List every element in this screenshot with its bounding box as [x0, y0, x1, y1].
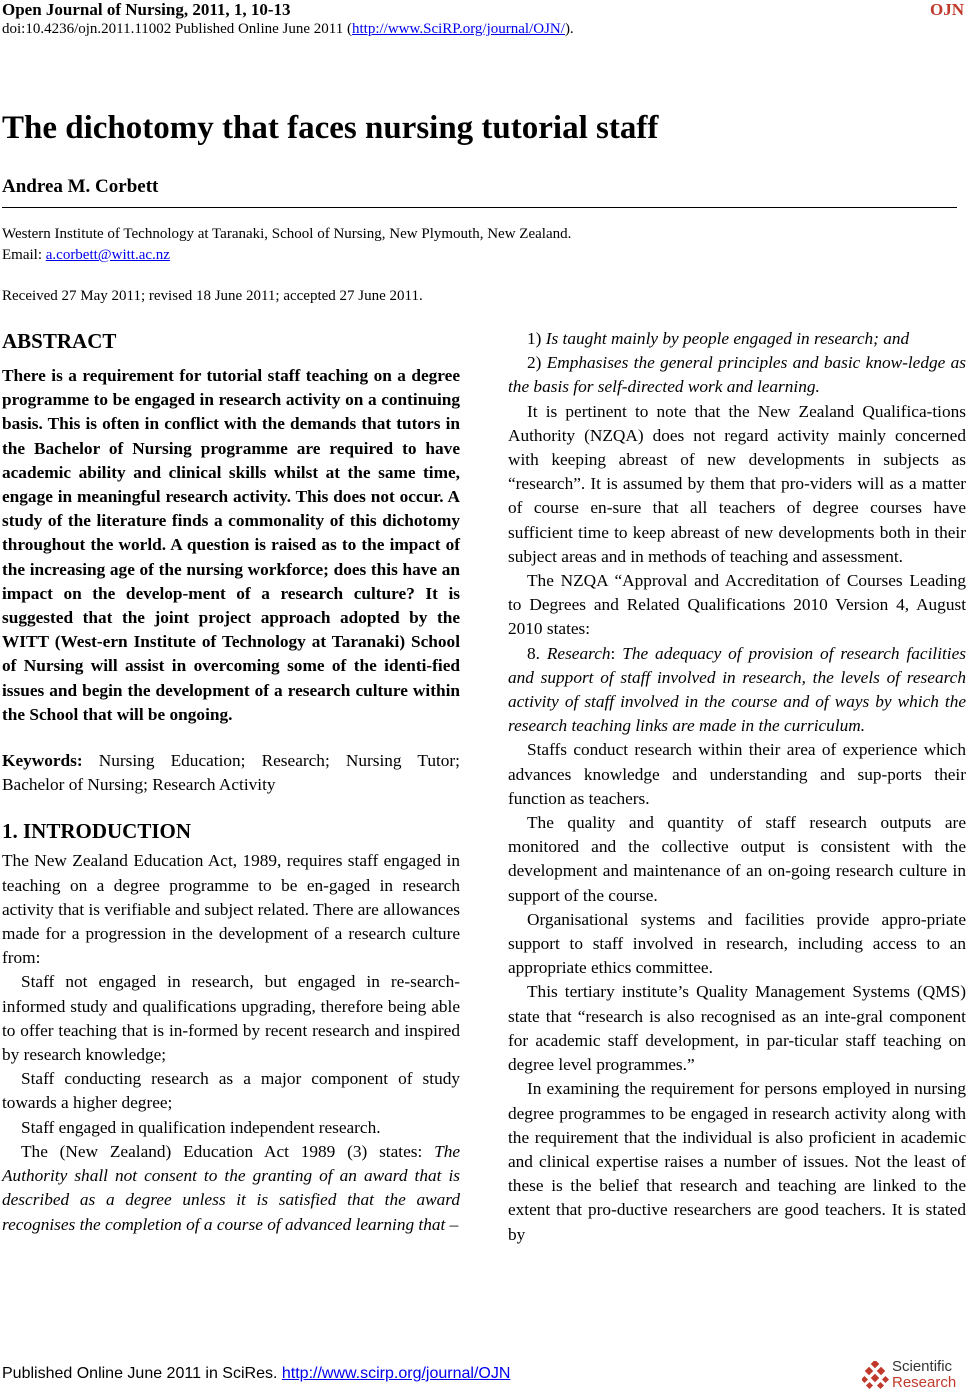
intro-paragraph-4: Staff engaged in qualification independent research.: [21, 1117, 381, 1137]
body-paragraph-1: It is pertinent to note that the New Zealand Qualifica-tions Authority (NZQA) does not regard activity mainly concerned with keeping abreast of new developments in subjects as “research”. It is assumed by them that pro-viders will as a matter of course en-sure that all teachers of degree courses have sufficient time to keep abreast of new developments both in their subject areas and in methods of teaching and assessment.: [508, 401, 966, 566]
doi-line: [2, 20, 574, 38]
body-paragraph-3: [508, 642, 966, 739]
intro-p5-italic: The Authority shall not consent to the granting of an award that is described as a degree unless it is satisfied that the award recognises the completion of a course of advanced learning that –: [2, 1141, 460, 1234]
logo-line-2: Research: [892, 1374, 957, 1391]
journal-citation: Open Journal of Nursing, 2011, 1, 10-13: [2, 0, 291, 19]
keywords-label: Keywords:: [2, 751, 83, 771]
scientific-research-logo: [862, 1359, 962, 1393]
title-divider: [2, 207, 957, 208]
logo-line-1: Scientific: [892, 1358, 953, 1375]
body-paragraph-7: This tertiary institute’s Quality Management Systems (QMS) state that “research is also recognised as an inte-gral component for academic staff development, in par-ticular staff teaching on degree level programmes.”: [508, 982, 966, 1075]
doi-suffix: ).: [564, 21, 574, 37]
footer-text: Published Online June 2011 in SciRes.: [2, 1365, 282, 1382]
journal-abbrev: OJN: [930, 0, 964, 19]
email-label: Email:: [2, 247, 46, 263]
list-item-1-text: Is taught mainly by people engaged in research; and: [545, 329, 910, 348]
intro-heading: 1. INTRODUCTION: [2, 819, 192, 844]
email-link[interactable]: a.corbett@witt.ac.nz: [45, 247, 170, 263]
intro-paragraph-1: The New Zealand Education Act, 1989, requires staff engaged in teaching on a degree programme to be en-gaged in research activity that is verifiable and subject related. There are allowances made for a progression in the development of a research culture from:: [2, 851, 460, 968]
intro-paragraph-5: [2, 1140, 460, 1237]
abstract-text: There is a requirement for tutorial staff teaching on a degree programme to be engaged in research activity on a continuing basis. This is often in conflict with the demands that tutors in the Bachelor of Nursing programme are required to have academic ability and clinical skills whilst at the same time, engage in meaningful research activity. This does not occur. A study of the literature finds a commonality of this dichotomy throughout the world. A question is raised as to the impact of the increasing age of the nursing workforce; does this have an impact on the develop-ment of a research culture? It is suggested that the joint project approach adopted by the WITT (West-ern Institute of Technology at Taranaki) School of Nursing will assist in overcoming some of the identi-fied issues and begin the development of a research culture within the School that will be ongoing.: [2, 366, 460, 724]
keywords: [2, 749, 460, 797]
logo-wordmark: [892, 1359, 956, 1391]
list-item-2: [508, 351, 966, 399]
list-item-1: [508, 327, 966, 351]
intro-paragraph-3: Staff conducting research as a major component of study towards a higher degree;: [2, 1069, 460, 1113]
doi-prefix: doi:10.4236/ojn.2011.11002 Published Online June 2011 (: [2, 21, 352, 37]
abstract-heading: ABSTRACT: [2, 329, 117, 353]
journal-link[interactable]: http://www.SciRP.org/journal/OJN/: [352, 21, 565, 37]
research-number: 8.: [527, 643, 547, 663]
email-line: [2, 245, 170, 265]
body-paragraph-2: The NZQA “Approval and Accreditation of Courses Leading to Degrees and Related Qualifications 2010 Version 4, August 2010 states:: [508, 571, 966, 639]
body-paragraph-4: Staffs conduct research within their area of experience which advances knowledge and understanding and sup-ports their function as teachers.: [508, 740, 966, 808]
research-label: Research: [546, 643, 611, 663]
intro-paragraph-2: Staff not engaged in research, but engaged in re-search-informed study and qualifications upgrading, therefore being able to offer teaching that is in-formed by recent research and inspired by research knowledge;: [2, 972, 460, 1065]
received-dates: Received 27 May 2011; revised 18 June 2011; accepted 27 June 2011.: [2, 288, 423, 304]
body-paragraph-8: In examining the requirement for persons employed in nursing degree programmes to be engaged in research activity along with the requirement that the individual is also proficient in academic and clinical expertise raises a number of issues. Not the least of these is the belief that research and teaching are linked to the extent that pro-ductive researchers are good teachers. It is stated by: [508, 1079, 966, 1244]
keywords-text: Nursing Education; Research; Nursing Tutor; Bachelor of Nursing; Research Activity: [2, 751, 460, 795]
list-item-2-text: Emphasises the general principles and basic know-ledge as the basis for self-directed work and learning.: [508, 353, 966, 397]
logo-mark-icon: [862, 1361, 890, 1391]
body-paragraph-6: Organisational systems and facilities provide appro-priate support to staff involved in research, including access to an appropriate ethics committee.: [508, 909, 966, 978]
list-item-2-number: 2): [527, 353, 547, 373]
affiliation: Western Institute of Technology at Taranaki, School of Nursing, New Plymouth, New Zealand.: [2, 226, 572, 242]
paper-title: The dichotomy that faces nursing tutorial staff: [2, 110, 659, 146]
right-column: [508, 327, 966, 1247]
footer-link[interactable]: http://www.scirp.org/journal/OJN: [281, 1365, 511, 1382]
left-column: [2, 327, 460, 1237]
research-colon: :: [610, 643, 623, 663]
author-name: Andrea M. Corbett: [2, 176, 159, 197]
footer: [2, 1364, 510, 1384]
body-paragraph-5: The quality and quantity of staff research outputs are monitored and the collective output is consistent with the development and maintenance of an on-going research culture in support of the course.: [508, 813, 966, 905]
list-item-1-number: 1): [527, 329, 546, 348]
intro-p5-normal: The (New Zealand) Education Act 1989 (3) states:: [21, 1141, 435, 1161]
research-text: The adequacy of provision of research facilities and support of staff involved in research, the levels of research activity of staff involved in the course and of ways by which the research teaching links are made in the curriculum.: [508, 643, 966, 736]
